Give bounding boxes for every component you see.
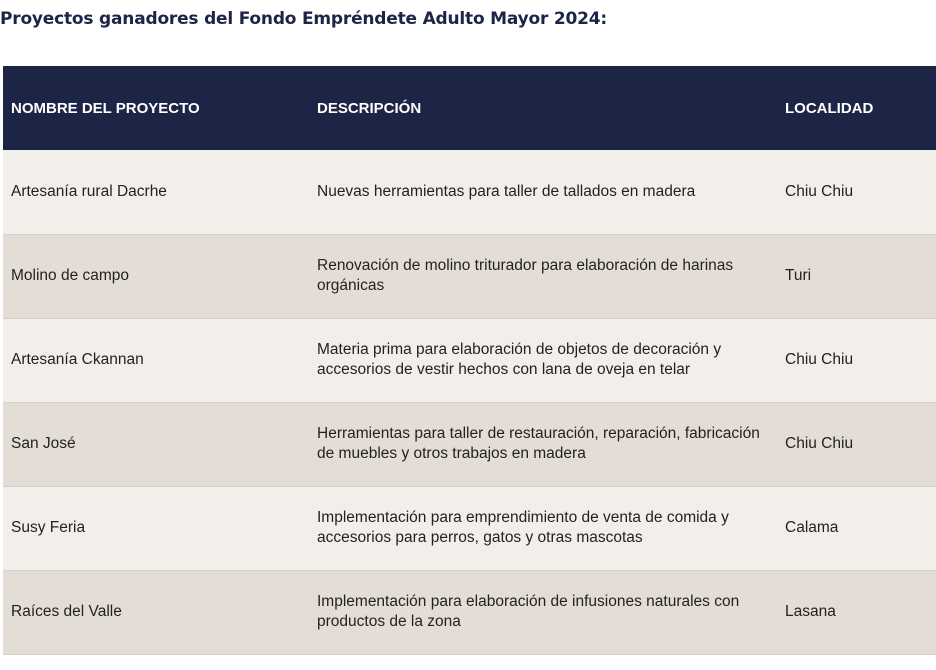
table-row bbox=[3, 150, 936, 234]
cell-project-name: Molino de campo bbox=[3, 234, 309, 318]
cell-description: Herramientas para taller de restauración, reparación, fabricación de muebles y otros trabajos en madera bbox=[309, 402, 777, 486]
cell-project-name: Susy Feria bbox=[3, 486, 309, 570]
cell-project-name: Artesanía rural Dacrhe bbox=[3, 150, 309, 234]
cell-project-name: Artesanía Ckannan bbox=[3, 318, 309, 402]
cell-locality: Lasana bbox=[777, 570, 936, 654]
cell-locality: Chiu Chiu bbox=[777, 318, 936, 402]
table-row bbox=[3, 402, 936, 486]
table-body bbox=[3, 150, 936, 654]
column-header-description: DESCRIPCIÓN bbox=[317, 99, 422, 117]
column-header-name: NOMBRE DEL PROYECTO bbox=[11, 99, 200, 117]
cell-locality: Chiu Chiu bbox=[777, 402, 936, 486]
table-row bbox=[3, 486, 936, 570]
projects-table bbox=[3, 66, 936, 655]
cell-description: Renovación de molino triturador para elaboración de harinas orgánicas bbox=[309, 234, 777, 318]
table-header-row bbox=[3, 66, 936, 150]
cell-project-name: San José bbox=[3, 402, 309, 486]
table-header bbox=[3, 66, 936, 150]
cell-locality: Turi bbox=[777, 234, 936, 318]
cell-description: Implementación para elaboración de infusiones naturales con productos de la zona bbox=[309, 570, 777, 654]
page-title: Proyectos ganadores del Fondo Empréndete Adulto Mayor 2024: bbox=[0, 9, 607, 29]
projects-table-container bbox=[3, 66, 936, 655]
cell-description: Materia prima para elaboración de objetos de decoración y accesorios de vestir hechos con lana de oveja en telar bbox=[309, 318, 777, 402]
table-row bbox=[3, 318, 936, 402]
cell-description: Nuevas herramientas para taller de tallados en madera bbox=[309, 150, 777, 234]
cell-project-name: Raíces del Valle bbox=[3, 570, 309, 654]
cell-locality: Calama bbox=[777, 486, 936, 570]
cell-description: Implementación para emprendimiento de venta de comida y accesorios para perros, gatos y otras mascotas bbox=[309, 486, 777, 570]
table-row bbox=[3, 570, 936, 654]
column-header-locality: LOCALIDAD bbox=[785, 99, 874, 117]
table-row bbox=[3, 234, 936, 318]
cell-locality: Chiu Chiu bbox=[777, 150, 936, 234]
